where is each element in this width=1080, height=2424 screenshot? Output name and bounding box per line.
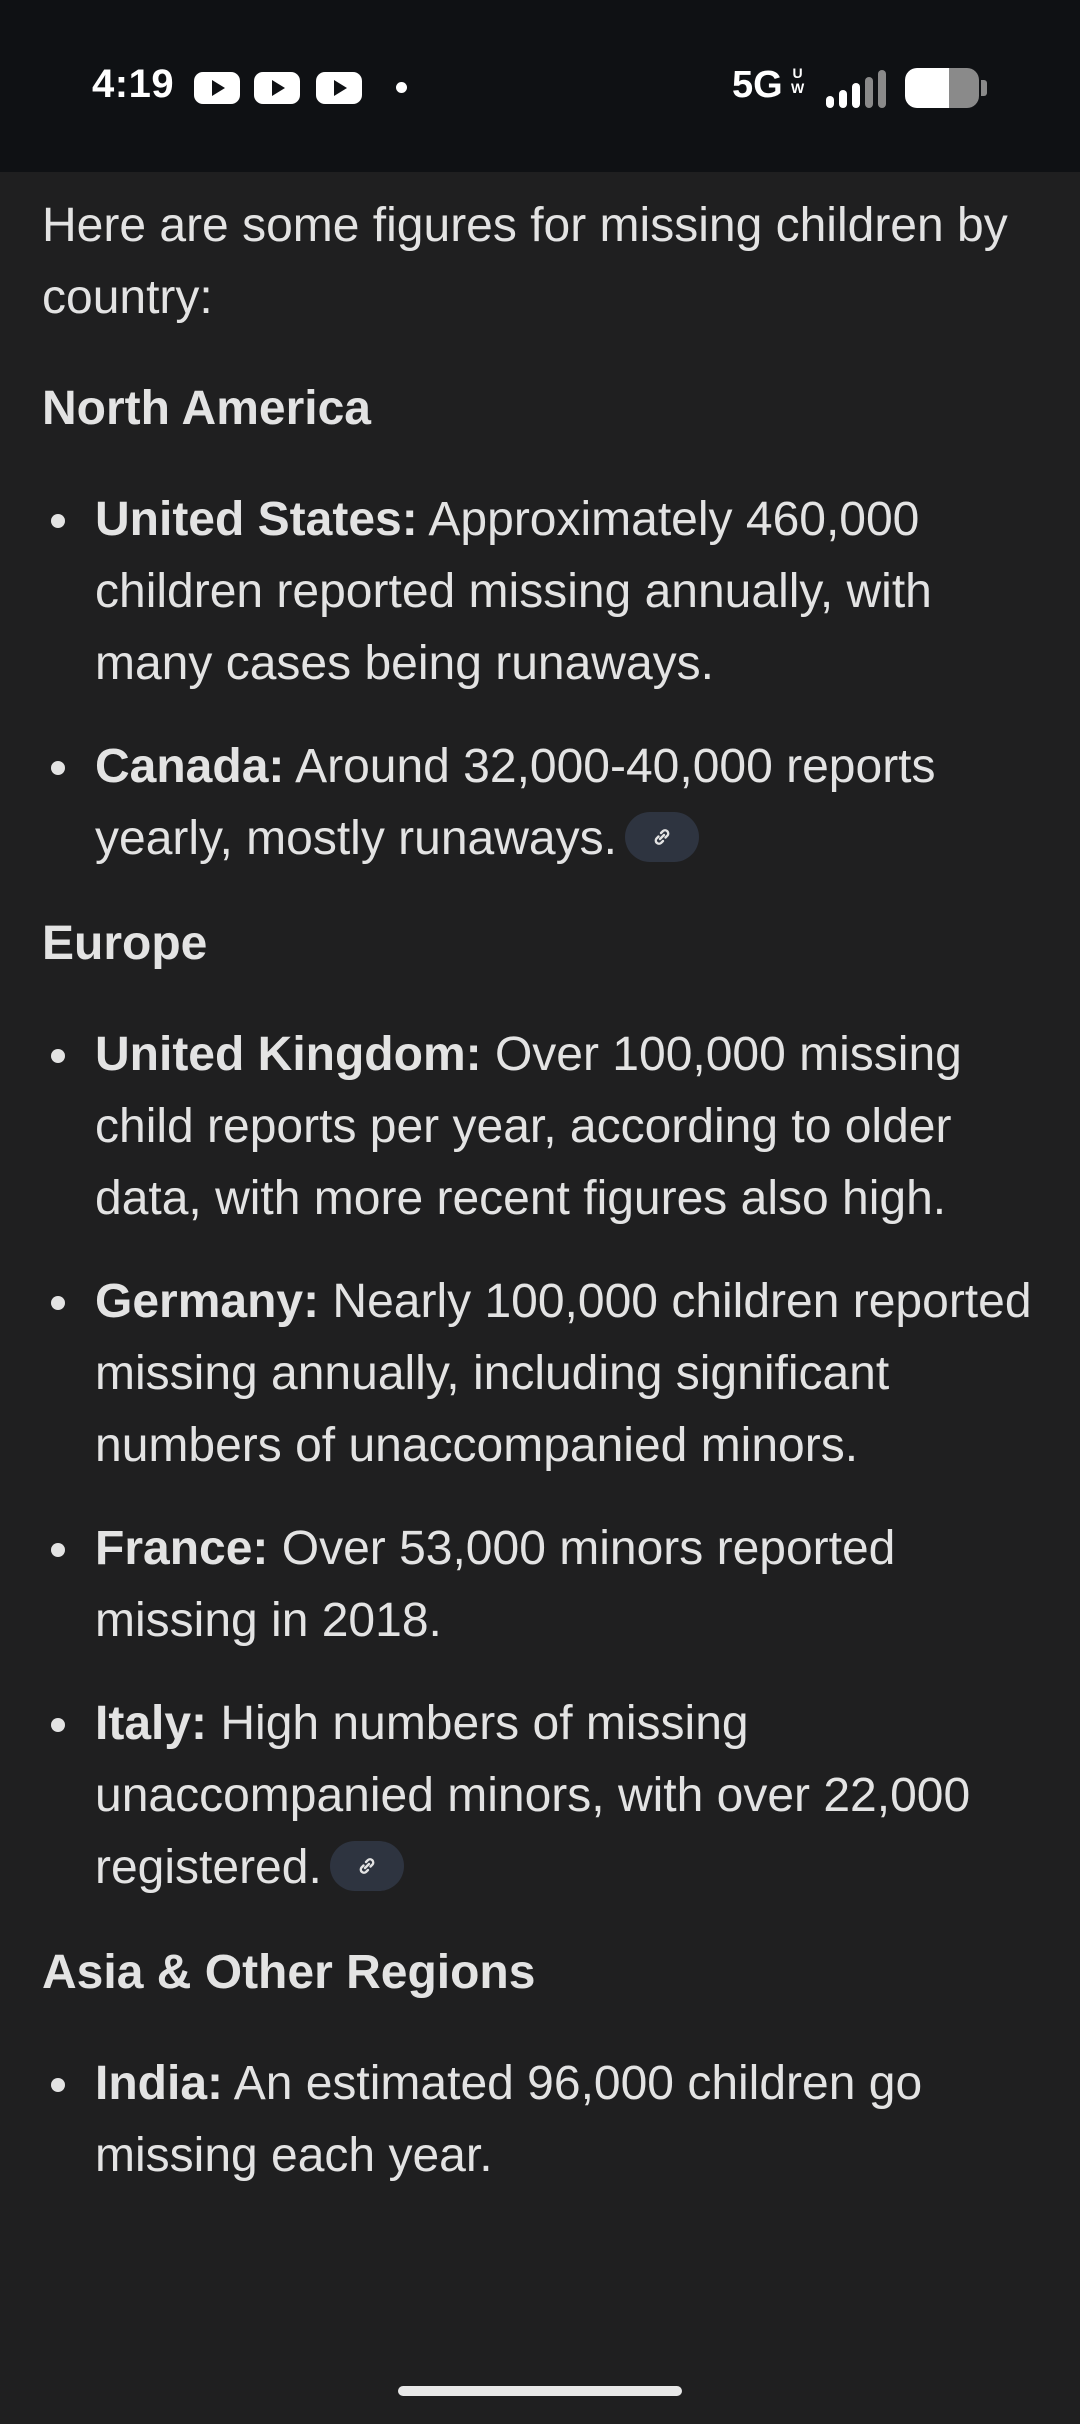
list-item bbox=[42, 484, 1042, 700]
item-text: Over 53,000 minors reported missing in 2018. bbox=[95, 1522, 896, 1647]
source-link-chip[interactable] bbox=[330, 1841, 404, 1891]
battery-tip bbox=[981, 80, 987, 96]
item-label: Italy: bbox=[95, 1697, 208, 1750]
battery-icon bbox=[905, 68, 979, 108]
item-label: India: bbox=[95, 2057, 223, 2110]
response-content bbox=[42, 190, 1042, 2225]
link-icon bbox=[650, 825, 674, 849]
item-text: Over 100,000 missing child reports per year, according to older data, with more recent figures also high. bbox=[95, 1028, 962, 1225]
item-label: Germany: bbox=[95, 1275, 320, 1328]
status-bar bbox=[0, 0, 1080, 172]
intro-text: Here are some figures for missing children by country: bbox=[42, 199, 1008, 324]
network-sub-top: U bbox=[792, 65, 803, 81]
item-label: France: bbox=[95, 1522, 269, 1575]
section-heading-europe: Europe bbox=[42, 917, 208, 970]
section-heading-north-america: North America bbox=[42, 382, 371, 435]
section-heading-asia: Asia & Other Regions bbox=[42, 1946, 536, 1999]
youtube-notification-icon bbox=[254, 72, 300, 104]
more-notifications-dot-icon bbox=[396, 82, 407, 93]
youtube-notification-icon bbox=[194, 72, 240, 104]
item-label: United States: bbox=[95, 493, 418, 546]
network-sub-label bbox=[791, 66, 804, 96]
source-link-chip[interactable] bbox=[625, 812, 699, 862]
north-america-list bbox=[42, 484, 1042, 875]
list-item bbox=[42, 731, 1042, 875]
item-label: United Kingdom: bbox=[95, 1028, 482, 1081]
list-item bbox=[42, 1019, 1042, 1235]
list-item bbox=[42, 1688, 1042, 1904]
item-text: An estimated 96,000 children go missing each year. bbox=[95, 2057, 923, 2182]
link-icon bbox=[355, 1854, 379, 1878]
item-label: Canada: bbox=[95, 740, 285, 793]
item-text: Around 32,000-40,000 reports yearly, mostly runaways. bbox=[95, 740, 936, 865]
asia-list bbox=[42, 2048, 1042, 2192]
list-item bbox=[42, 1266, 1042, 1482]
item-text: High numbers of missing unaccompanied minors, with over 22,000 registered. bbox=[95, 1697, 971, 1894]
battery-level bbox=[905, 68, 949, 108]
network-sub-bottom: W bbox=[791, 80, 805, 96]
item-text: Approximately 460,000 children reported missing annually, with many cases being runaways. bbox=[95, 493, 932, 690]
signal-strength-icon bbox=[826, 70, 888, 108]
list-item bbox=[42, 2048, 1042, 2192]
youtube-notification-icon bbox=[316, 72, 362, 104]
home-indicator[interactable] bbox=[398, 2386, 682, 2396]
status-time: 4:19 bbox=[92, 62, 175, 106]
item-text: Nearly 100,000 children reported missing annually, including significant numbers of unaccompanied minors. bbox=[95, 1275, 1032, 1472]
network-type: 5G bbox=[732, 64, 783, 106]
list-item bbox=[42, 1513, 1042, 1657]
europe-list bbox=[42, 1019, 1042, 1904]
